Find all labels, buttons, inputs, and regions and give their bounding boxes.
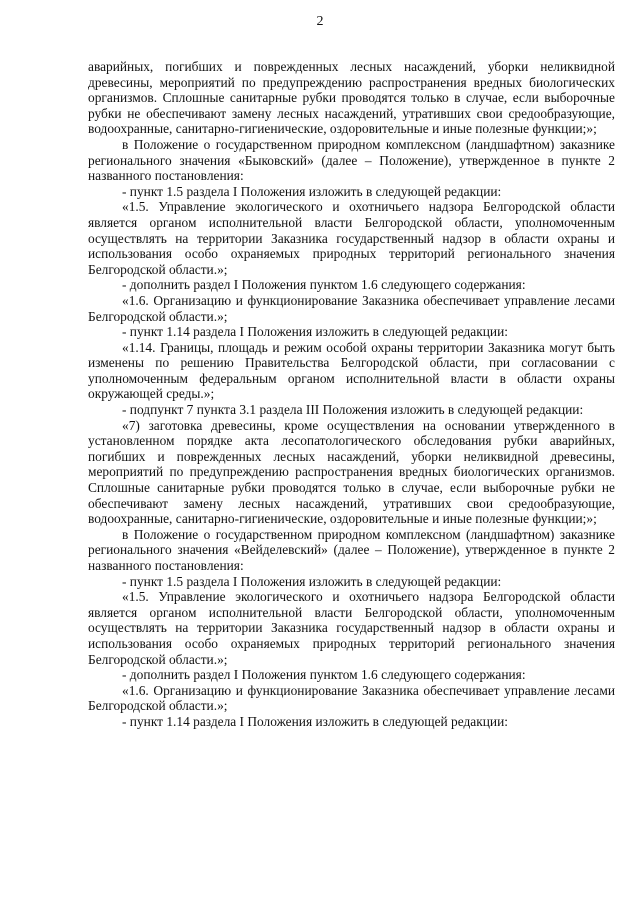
paragraph: - дополнить раздел I Положения пунктом 1.6 следующего содержания:: [122, 277, 526, 293]
paragraph: - пункт 1.5 раздела I Положения изложить в следующей редакции:: [122, 183, 502, 199]
paragraph: - пункт 1.14 раздела I Положения изложить в следующей редакции:: [122, 324, 508, 340]
paragraph: «1.6. Организацию и функционирование Заказника обеспечивает управление лесами Белгородской области.»;: [88, 292, 615, 324]
paragraph: «1.5. Управление экологического и охотничьего надзора Белгородской области является органом исполнительной власти Белгородской области, уполномоченным осуществлять на территории Заказника государственный надзор в области охраны и использования особо охраняемых природных территорий регионального значения Белгородской области.»;: [88, 199, 615, 277]
paragraph: в Положение о государственном природном комплексном (ландшафтном) заказнике регионального значения «Вейделевский» (далее – Положение), утвержденное в пункте 2 названного постановления:: [88, 526, 615, 573]
document-body: [88, 59, 615, 730]
paragraph: - пункт 1.5 раздела I Положения изложить в следующей редакции:: [122, 573, 502, 589]
paragraph: «1.14. Границы, площадь и режим особой охраны территории Заказника могут быть изменены по решению Правительства Белгородской области, при согласовании с уполномоченным федеральным органом исполнительной власти в области охраны окружающей среды.»;: [88, 339, 615, 402]
paragraph: «1.5. Управление экологического и охотничьего надзора Белгородской области является органом исполнительной власти Белгородской области, уполномоченным осуществлять на территории Заказника государственный надзор в области охраны и использования особо охраняемых природных территорий регионального значения Белгородской области.»;: [88, 589, 615, 667]
paragraph: - подпункт 7 пункта 3.1 раздела III Положения изложить в следующей редакции:: [122, 402, 584, 418]
paragraph: в Положение о государственном природном комплексном (ландшафтном) заказнике регионального значения «Быковский» (далее – Положение), утвержденное в пункте 2 названного постановления:: [88, 136, 615, 184]
page-number: 2: [316, 14, 324, 29]
paragraph: - пункт 1.14 раздела I Положения изложить в следующей редакции:: [122, 713, 508, 729]
paragraph: аварийных, погибших и поврежденных лесных насаждений, уборки неликвидной древесины, мероприятий по предупреждению распространения вредных биологических организмов. Сплошные санитарные рубки проводятся только в случае, если выборочные рубки не обеспечивают замену лесных насаждений, утративших свои средообразующие, водоохранные, санитарно-гигиенические, оздоровительные и иные полезные функции;»;: [88, 59, 615, 137]
paragraph: «1.6. Организацию и функционирование Заказника обеспечивает управление лесами Белгородской области.»;: [88, 682, 615, 714]
paragraph: «7) заготовка древесины, кроме осуществления на основании утвержденного в установленном порядке акта лесопатологического обследования рубки аварийных, погибших и поврежденных лесных насаждений, уборки неликвидной древесины, мероприятий по предупреждению распространения вредных биологических организмов. Сплошные санитарные рубки проводятся только в случае, если выборочные рубки не обеспечивают замену лесных насаждений, утративших свои средообразующие, водоохранные, санитарно-гигиенические, оздоровительные и иные полезные функции;»;: [88, 417, 615, 527]
paragraph: - дополнить раздел I Положения пунктом 1.6 следующего содержания:: [122, 667, 526, 683]
